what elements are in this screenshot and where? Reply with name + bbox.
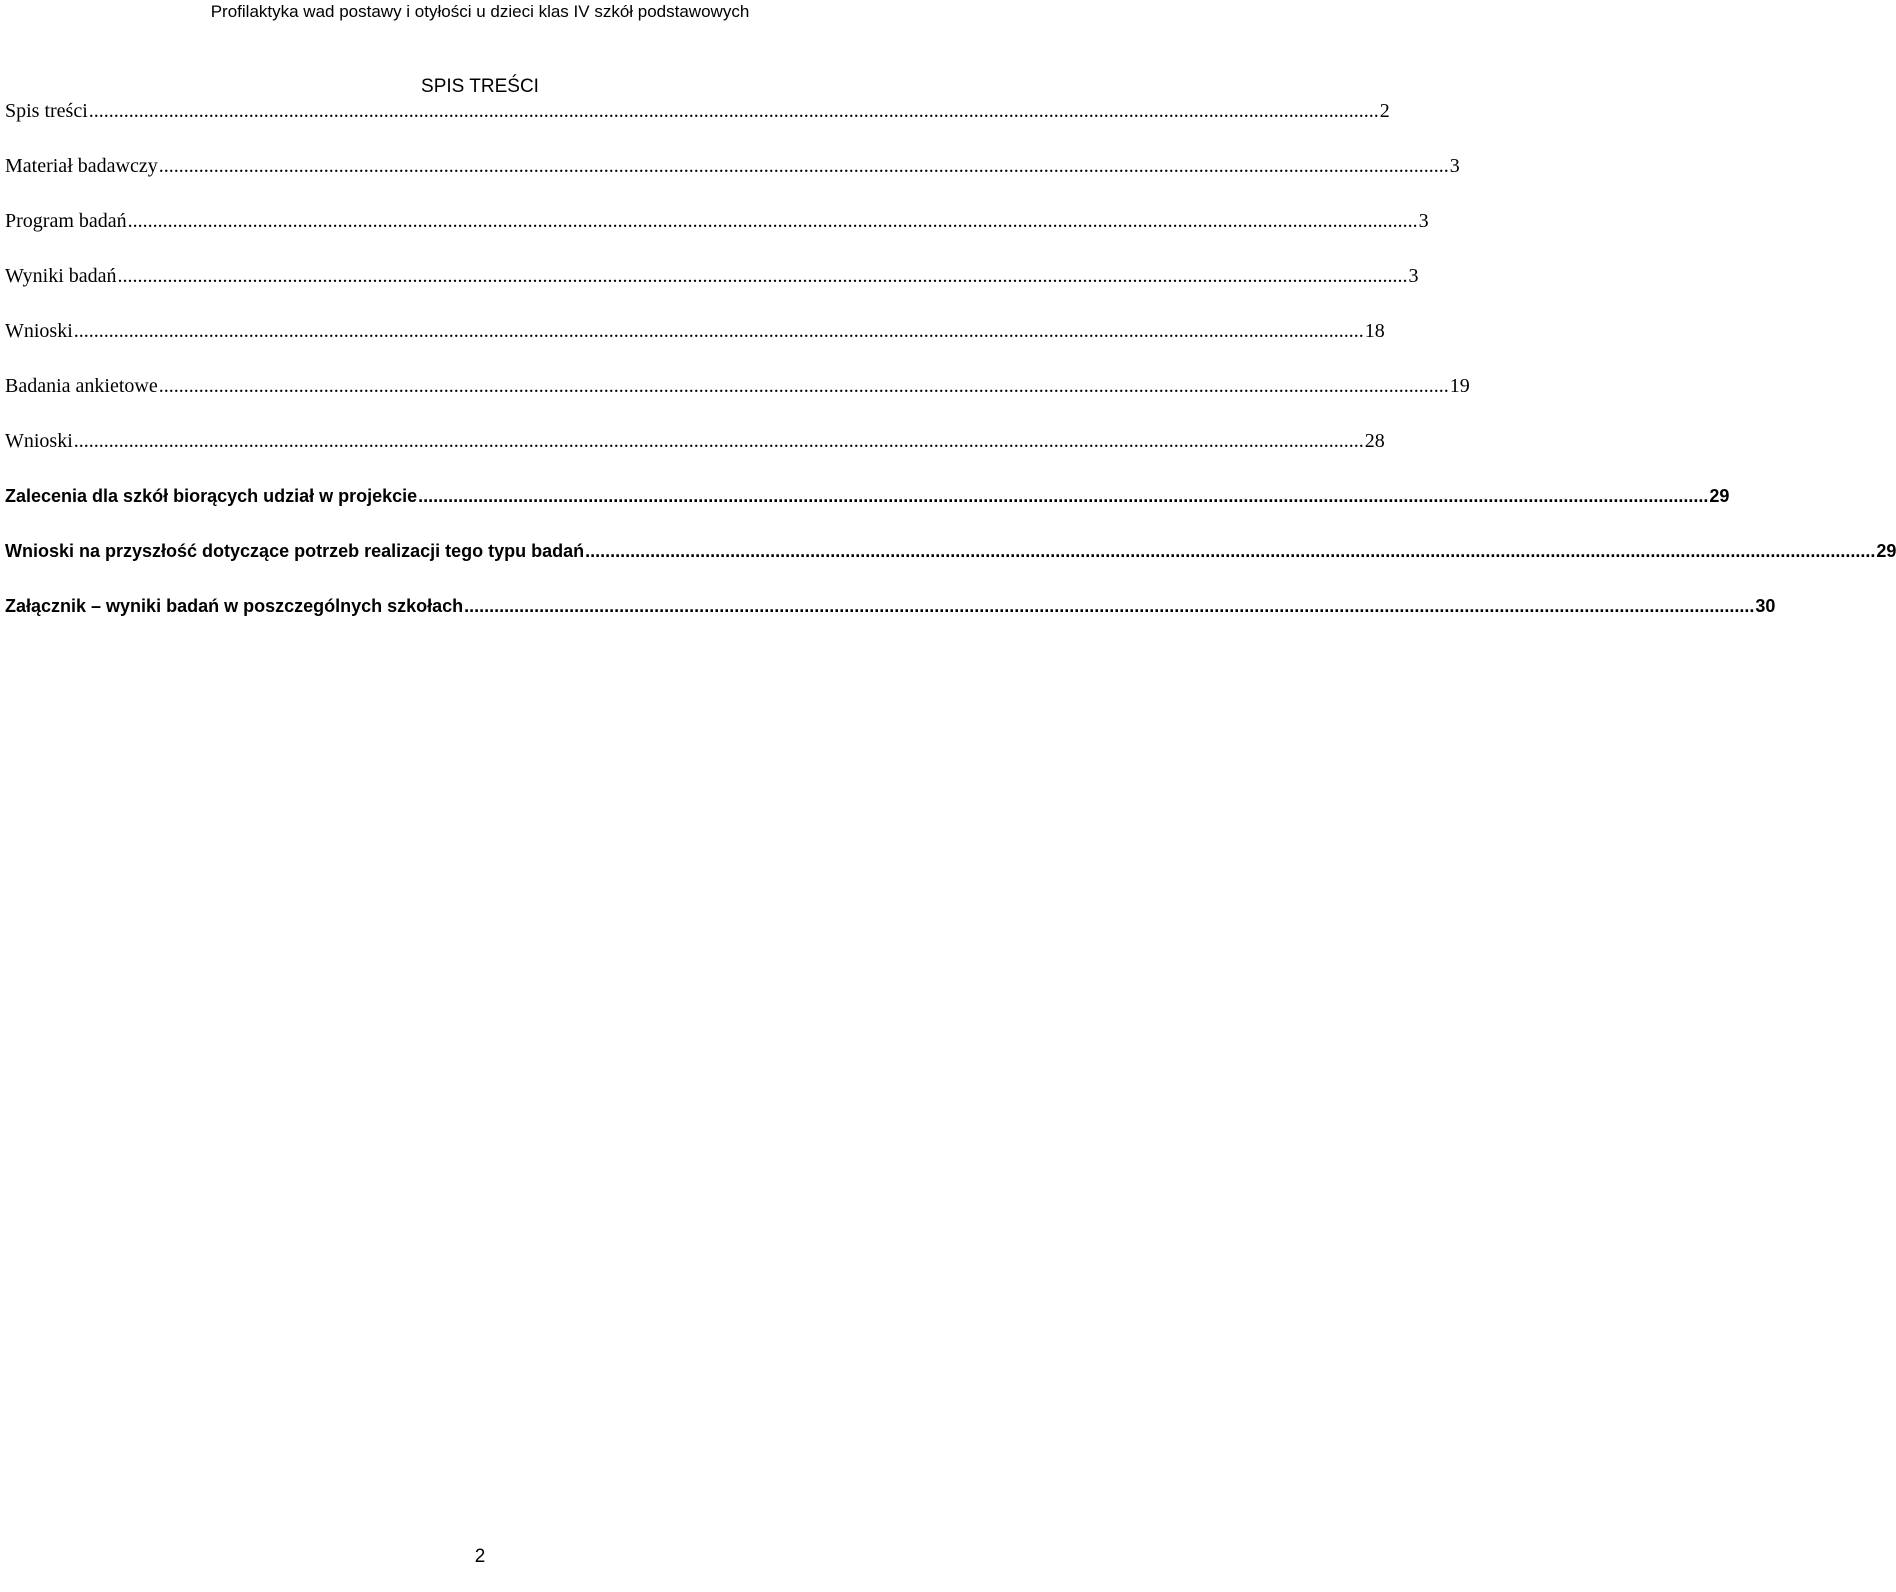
toc-entry-label: Program badań [5, 210, 127, 232]
toc-entry-material-badawczy[interactable] [5, 154, 1460, 178]
toc-leader-dots [418, 484, 1708, 508]
toc-entry-page: 29 [1709, 486, 1730, 506]
running-header: Profilaktyka wad postawy i otyłości u dzieci klas IV szkół podstawowych [210, 2, 750, 21]
toc-leader-dots [118, 264, 1408, 288]
toc-leader-dots [128, 209, 1418, 233]
table-of-contents [5, 99, 1896, 649]
page-number: 2 [474, 1546, 486, 1567]
toc-leader-dots [585, 539, 1875, 563]
toc-leader-dots [89, 99, 1379, 123]
toc-leader-dots [159, 154, 1449, 178]
toc-entry-wnioski-2[interactable] [5, 429, 1385, 453]
toc-entry-page: 3 [1408, 265, 1419, 287]
toc-entry-program-badan[interactable] [5, 209, 1429, 233]
toc-entry-label: Wnioski [5, 430, 73, 452]
toc-entry-zalacznik[interactable] [5, 594, 1776, 618]
toc-entry-label: Spis treści [5, 100, 88, 122]
toc-entry-page: 30 [1755, 596, 1776, 616]
toc-entry-wnioski-na-przyszlosc[interactable] [5, 539, 1896, 563]
toc-entry-page: 18 [1364, 320, 1385, 342]
toc-entry-page: 3 [1449, 155, 1460, 177]
toc-entry-page: 3 [1418, 210, 1429, 232]
toc-entry-label: Badania ankietowe [5, 375, 158, 397]
toc-entry-wyniki-badan[interactable] [5, 264, 1419, 288]
toc-entry-wnioski-1[interactable] [5, 319, 1385, 343]
toc-entry-page: 29 [1876, 541, 1896, 561]
toc-entry-label: Wyniki badań [5, 265, 117, 287]
toc-entry-page: 19 [1449, 375, 1470, 397]
toc-leader-dots [159, 374, 1449, 398]
toc-entry-label: Materiał badawczy [5, 155, 158, 177]
toc-entry-page: 2 [1379, 100, 1390, 122]
toc-leader-dots [74, 319, 1364, 343]
toc-entry-label: Wnioski [5, 320, 73, 342]
toc-leader-dots [74, 429, 1364, 453]
toc-leader-dots [464, 594, 1754, 618]
toc-entry-label: Wnioski na przyszłość dotyczące potrzeb realizacji tego typu badań [5, 541, 585, 561]
toc-entry-page: 28 [1364, 430, 1385, 452]
toc-entry-zalecenia[interactable] [5, 484, 1730, 508]
toc-entry-label: Zalecenia dla szkół biorących udział w projekcie [5, 486, 418, 506]
toc-entry-label: Załącznik – wyniki badań w poszczególnych szkołach [5, 596, 464, 616]
toc-entry-spis-tresci[interactable] [5, 99, 1390, 123]
toc-title: SPIS TREŚCI [421, 76, 539, 97]
toc-entry-badania-ankietowe[interactable] [5, 374, 1470, 398]
